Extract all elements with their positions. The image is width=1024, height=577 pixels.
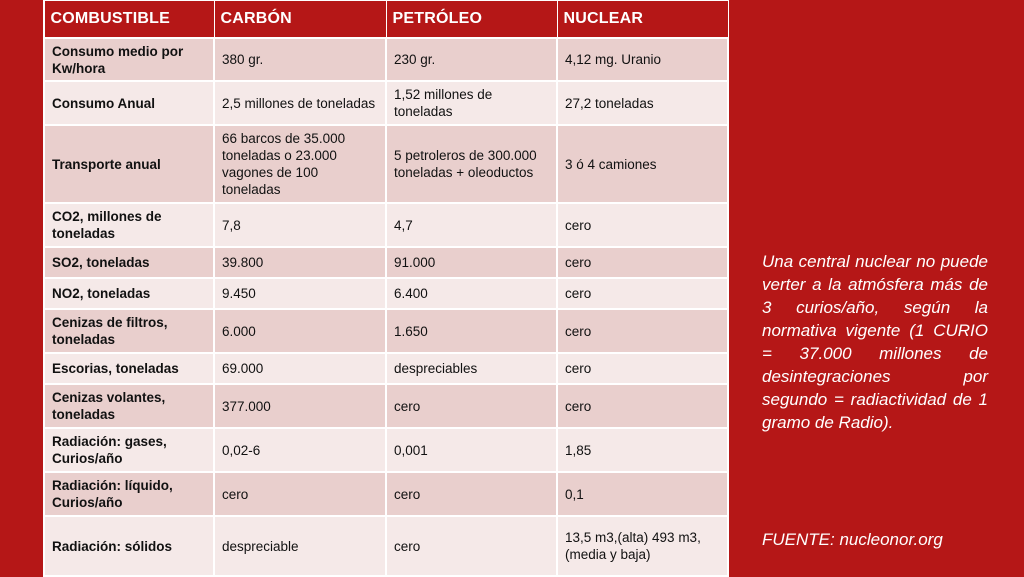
header-carbon: CARBÓN	[214, 1, 386, 39]
row-label: Consumo medio por Kw/hora	[44, 38, 214, 81]
cell-nuclear: cero	[557, 384, 728, 428]
cell-petroleo: 1.650	[386, 309, 557, 353]
cell-nuclear: 0,1	[557, 472, 728, 516]
table-row	[44, 38, 728, 81]
cell-carbon: 0,02-6	[214, 428, 386, 472]
cell-nuclear: 1,85	[557, 428, 728, 472]
header-nuclear: NUCLEAR	[557, 1, 728, 39]
cell-petroleo: 6.400	[386, 278, 557, 309]
cell-nuclear: 4,12 mg. Uranio	[557, 38, 728, 81]
cell-nuclear: 3 ó 4 camiones	[557, 125, 728, 203]
cell-petroleo: cero	[386, 516, 557, 576]
row-label: SO2, toneladas	[44, 247, 214, 278]
cell-carbon: 380 gr.	[214, 38, 386, 81]
table-row	[44, 472, 728, 516]
radiation-limit-note: Una central nuclear no puede verter a la atmósfera más de 3 curios/año, según la normativa vigente (1 CURIO = 37.000 millones de desintegraciones por segundo = radiactividad de 1 gramo de Radio).	[762, 252, 988, 432]
cell-petroleo: 5 petroleros de 300.000 toneladas + oleoductos	[386, 125, 557, 203]
table-row	[44, 81, 728, 125]
row-label: Transporte anual	[44, 125, 214, 203]
cell-carbon: 6.000	[214, 309, 386, 353]
cell-petroleo: 1,52 millones de toneladas	[386, 81, 557, 125]
row-label: NO2, toneladas	[44, 278, 214, 309]
cell-carbon: 7,8	[214, 203, 386, 247]
source-citation: FUENTE: nucleonor.org	[762, 530, 943, 549]
cell-petroleo: despreciables	[386, 353, 557, 384]
cell-petroleo: cero	[386, 472, 557, 516]
cell-petroleo: 91.000	[386, 247, 557, 278]
cell-carbon: 69.000	[214, 353, 386, 384]
row-label: Radiación: sólidos	[44, 516, 214, 576]
row-label: Escorias, toneladas	[44, 353, 214, 384]
fuel-comparison-table	[43, 0, 729, 577]
cell-nuclear: 27,2 toneladas	[557, 81, 728, 125]
table-header-row	[44, 1, 728, 39]
cell-nuclear: cero	[557, 278, 728, 309]
cell-carbon: 39.800	[214, 247, 386, 278]
cell-petroleo: 4,7	[386, 203, 557, 247]
header-combustible: COMBUSTIBLE	[44, 1, 214, 39]
cell-petroleo: 0,001	[386, 428, 557, 472]
cell-nuclear: cero	[557, 309, 728, 353]
table-row	[44, 384, 728, 428]
row-label: Radiación: líquido, Curios/año	[44, 472, 214, 516]
cell-carbon: 66 barcos de 35.000 toneladas o 23.000 vagones de 100 toneladas	[214, 125, 386, 203]
cell-carbon: 9.450	[214, 278, 386, 309]
cell-nuclear: cero	[557, 247, 728, 278]
cell-nuclear: cero	[557, 203, 728, 247]
table-row	[44, 125, 728, 203]
cell-nuclear: cero	[557, 353, 728, 384]
table-row	[44, 353, 728, 384]
row-label: Consumo Anual	[44, 81, 214, 125]
cell-carbon: 377.000	[214, 384, 386, 428]
table-row	[44, 247, 728, 278]
table-row	[44, 203, 728, 247]
cell-petroleo: cero	[386, 384, 557, 428]
table-row	[44, 309, 728, 353]
comparison-table-container	[43, 0, 727, 576]
row-label: Radiación: gases, Curios/año	[44, 428, 214, 472]
table-row	[44, 428, 728, 472]
row-label: Cenizas de filtros, toneladas	[44, 309, 214, 353]
table-row	[44, 516, 728, 576]
row-label: CO2, millones de toneladas	[44, 203, 214, 247]
row-label: Cenizas volantes, toneladas	[44, 384, 214, 428]
table-row	[44, 278, 728, 309]
cell-carbon: cero	[214, 472, 386, 516]
cell-nuclear: 13,5 m3,(alta) 493 m3, (media y baja)	[557, 516, 728, 576]
cell-carbon: 2,5 millones de toneladas	[214, 81, 386, 125]
header-petroleo: PETRÓLEO	[386, 1, 557, 39]
cell-petroleo: 230 gr.	[386, 38, 557, 81]
cell-carbon: despreciable	[214, 516, 386, 576]
